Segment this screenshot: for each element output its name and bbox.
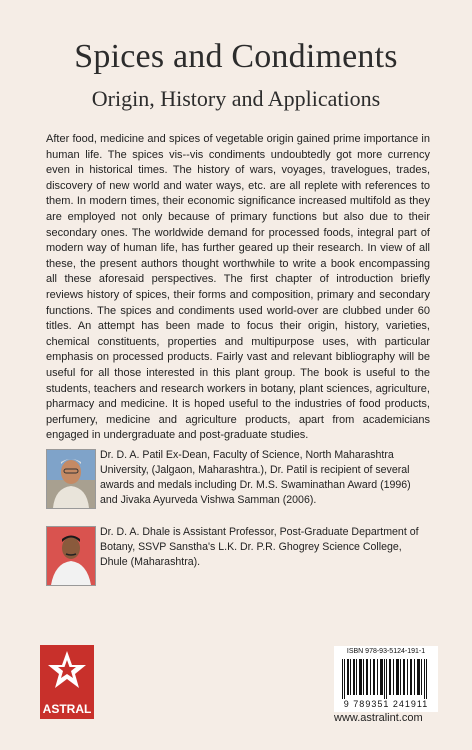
book-title: Spices and Condiments [74, 38, 398, 75]
isbn-label: ISBN 978-93-5124-191-1 [346, 648, 426, 655]
barcode-icon [340, 659, 432, 699]
star-icon [46, 649, 88, 691]
barcode-number: 9 789351 241911 [343, 699, 429, 709]
publisher-logo [40, 645, 94, 719]
book-description: After food, medicine and spices of vegetable origin gained prime importance in human life. The spices vis--vis condiments undoubtedly got more currency even in historical times. The history of wars, voyages, travelogues, trades, discovery of new world and water ways, etc. are all replete with references to them. In modern times, their economic significance increased multifold as they are employed not only because of primary functions but also due to their secondary ones. The worldwide demand for processed foods, integral part of modern way of human life, has further geared up their research. In view of all these, the present authors thought worthwhile to write a book encompassing all these aforesaid perspectives. The first chapter of introduction briefly reviews history of spices, their forms and composition, primary and secondary functions. The spices and condiments used world-over are clubbed under 60 titles. An attempt has been made to focus their origin, history, varieties, chemical constituents, properties and multipurpose uses, with particular emphasis on processed products. Fairly vast and relevant bibliography will be useful for all those interested in this plant group. The book is useful to the students, teachers and research workers in botany, plant sciences, agriculture, pharmacy and medicine. It is hoped useful to the industries of food products, perfumery, medicine and agriculture products, apart from academicians engaged in undergraduate and post-graduate studies. [46, 133, 430, 442]
isbn-barcode-block [334, 646, 438, 712]
author-1-photo [46, 449, 96, 509]
publisher-logo-text: ASTRAL [42, 702, 92, 716]
author-2-bio: Dr. D. A. Dhale is Assistant Professor, Post-Graduate Department of Botany, SSVP Sanstha's L.K. Dr. P.R. Ghogrey Science College, Dhule (Maharashtra). [100, 526, 419, 568]
publisher-website[interactable]: www.astralint.com [334, 712, 423, 724]
book-subtitle: Origin, History and Applications [91, 86, 381, 111]
author-1-bio: Dr. D. A. Patil Ex-Dean, Faculty of Science, North Maharashtra University, (Jalgaon, Maharashtra.), Dr. Patil is recipient of several awards and medals including Dr. M.S. Swaminathan Award (1996) and Jivaka Ayurveda Vishwa Samman (2006). [100, 449, 411, 506]
author-2-photo [46, 526, 96, 586]
